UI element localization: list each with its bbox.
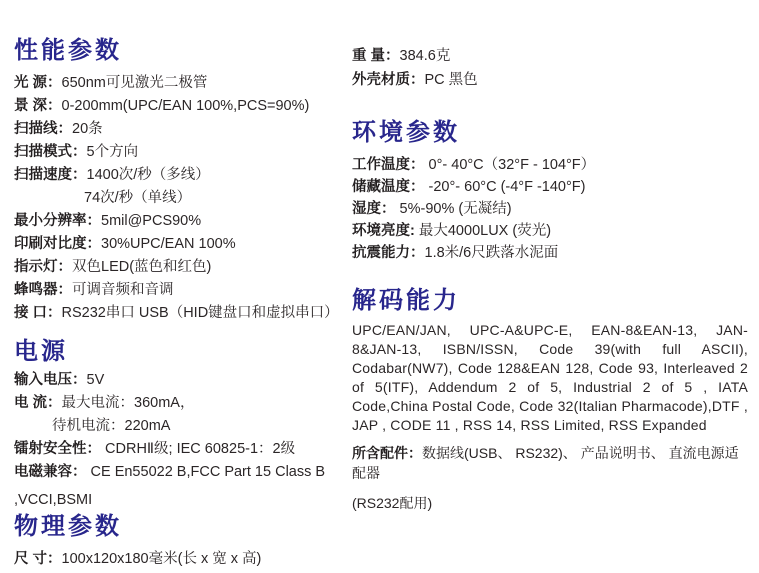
spec-row-scan-mode xyxy=(14,141,352,164)
accessories-line1 xyxy=(352,443,748,483)
spec-row-emc xyxy=(14,461,352,484)
spec-row-interface xyxy=(14,302,352,325)
section-title-power: 电源 xyxy=(14,338,68,365)
spec-row-depth-of-field xyxy=(14,95,352,118)
spec-value: 5V xyxy=(86,372,105,388)
spec-value: 1.8米/6尺跌落水泥面 xyxy=(424,245,559,261)
spec-label: 外壳材质： xyxy=(352,72,425,88)
section-power xyxy=(14,337,352,512)
spec-label: 储藏温度： xyxy=(352,179,425,195)
spec-label: 光 源： xyxy=(14,75,62,91)
spec-row-print-contrast xyxy=(14,233,352,256)
section-physical xyxy=(14,512,352,571)
spec-label: 尺 寸： xyxy=(14,551,62,567)
physical-rows xyxy=(14,548,352,571)
spec-value: CE En55022 B,FCC Part 15 Class B xyxy=(86,464,326,480)
section-general xyxy=(352,44,748,92)
spec-value: -20°- 60°C (-4°F -140°F) xyxy=(424,179,586,195)
spec-value: 数据线(USB、 RS232)、 产品说明书、 直流电源适配器 xyxy=(352,445,739,481)
spec-value: 最大4000LUX (荧光) xyxy=(414,223,552,239)
spec-label: 重 量： xyxy=(352,48,400,64)
spec-value: 100x120x180毫米(长 x 宽 x 高) xyxy=(61,551,262,567)
spec-value: 5个方向 xyxy=(86,144,139,160)
spec-value: 650nm可见激光二极管 xyxy=(61,75,208,91)
spec-value: 20条 xyxy=(72,121,103,137)
spec-value: 最大电流：360mA， xyxy=(61,395,195,411)
section-environment xyxy=(352,118,748,264)
section-title-decode: 解码能力 xyxy=(352,287,460,314)
spec-value: 可调音频和音调 xyxy=(72,282,174,298)
spec-label: 镭射安全性： xyxy=(14,441,101,457)
spec-label: 景 深： xyxy=(14,98,62,114)
spec-value: 0°- 40°C（32°F - 104°F） xyxy=(424,157,596,173)
spec-row-min-resolution xyxy=(14,210,352,233)
spec-row-current-line2: 待机电流：220mA xyxy=(52,418,171,434)
spec-value: 5%-90% (无凝结) xyxy=(395,201,512,217)
spec-value: 1400次/秒（多线） xyxy=(86,167,210,183)
section-performance xyxy=(14,36,352,325)
spec-label: 最小分辨率： xyxy=(14,213,101,229)
spec-label: 输入电压： xyxy=(14,372,87,388)
spec-value: PC 黑色 xyxy=(424,72,478,88)
accessories-line2: (RS232配用) xyxy=(352,495,433,511)
spec-label: 扫描模式： xyxy=(14,144,87,160)
spec-label: 湿度： xyxy=(352,201,396,217)
spec-value: 384.6克 xyxy=(399,48,451,64)
spec-label: 电磁兼容： xyxy=(14,464,87,480)
decode-capability-text: UPC/EAN/JAN, UPC-A&UPC-E, EAN-8&EAN-13, JAN-8&JAN-13, ISBN/ISSN, Code 39(with full ASCII), Codabar(NW7), Code 128&EAN 128, Code 93, Interleaved 2 of 5(ITF), Addendum 2 of 5, Industrial 2 of 5 , IATA Code,China Postal Code, Code 32(Italian Pharmacode),DTF , JAP , CODE 11 , RSS 14, RSS Limited, RSS Expanded xyxy=(352,322,748,433)
spec-value: 0-200mm(UPC/EAN 100%,PCS=90%) xyxy=(61,98,310,114)
spec-value: 30%UPC/EAN 100% xyxy=(101,236,236,252)
spec-label: 所含配件： xyxy=(352,445,422,461)
spec-value: CDRHⅡ级; IEC 60825-1：2级 xyxy=(101,441,296,457)
spec-row-emc-line2: ,VCCI,BSMI xyxy=(14,492,93,508)
spec-row-scan-speed xyxy=(14,164,352,187)
spec-label: 电 流： xyxy=(14,395,62,411)
spec-row-laser-safety xyxy=(14,438,352,461)
spec-label: 扫描速度： xyxy=(14,167,87,183)
spec-label: 环境亮度: xyxy=(352,223,415,239)
environment-rows xyxy=(352,154,748,264)
spec-row-ambient-light xyxy=(352,220,748,242)
spec-row-storage-temp xyxy=(352,176,748,198)
spec-value: RS232串口 USB（HID键盘口和虚拟串口） xyxy=(61,305,339,321)
spec-row-shell-material xyxy=(352,68,748,92)
spec-row-dimensions xyxy=(14,548,352,571)
right-column xyxy=(352,44,748,513)
section-title-environment: 环境参数 xyxy=(352,119,460,146)
section-accessories xyxy=(352,443,748,513)
spec-row-scan-speed-line2: 74次/秒（单线） xyxy=(84,190,192,206)
section-title-performance: 性能参数 xyxy=(14,37,122,64)
spec-label: 印刷对比度： xyxy=(14,236,101,252)
spec-row-shock-resistance xyxy=(352,242,748,264)
spec-row-humidity xyxy=(352,198,748,220)
performance-rows xyxy=(14,72,352,325)
spec-value: 双色LED(蓝色和红色) xyxy=(72,259,212,275)
section-title-physical: 物理参数 xyxy=(14,513,122,540)
spec-row-indicator-led xyxy=(14,256,352,279)
spec-label: 工作温度： xyxy=(352,157,425,173)
spec-label: 抗震能力： xyxy=(352,245,425,261)
section-decode xyxy=(352,286,748,435)
spec-label: 蜂鸣器： xyxy=(14,282,72,298)
spec-row-weight xyxy=(352,44,748,68)
power-rows xyxy=(14,369,352,512)
spec-row-scan-lines xyxy=(14,118,352,141)
spec-row-operating-temp xyxy=(352,154,748,176)
spec-label: 接 口： xyxy=(14,305,62,321)
left-column xyxy=(14,36,352,571)
spec-row-input-voltage xyxy=(14,369,352,392)
spec-value: 5mil@PCS90% xyxy=(101,213,202,229)
spec-row-light-source xyxy=(14,72,352,95)
spec-label: 扫描线： xyxy=(14,121,72,137)
spec-row-current xyxy=(14,392,352,415)
spec-row-buzzer xyxy=(14,279,352,302)
spec-label: 指示灯： xyxy=(14,259,72,275)
